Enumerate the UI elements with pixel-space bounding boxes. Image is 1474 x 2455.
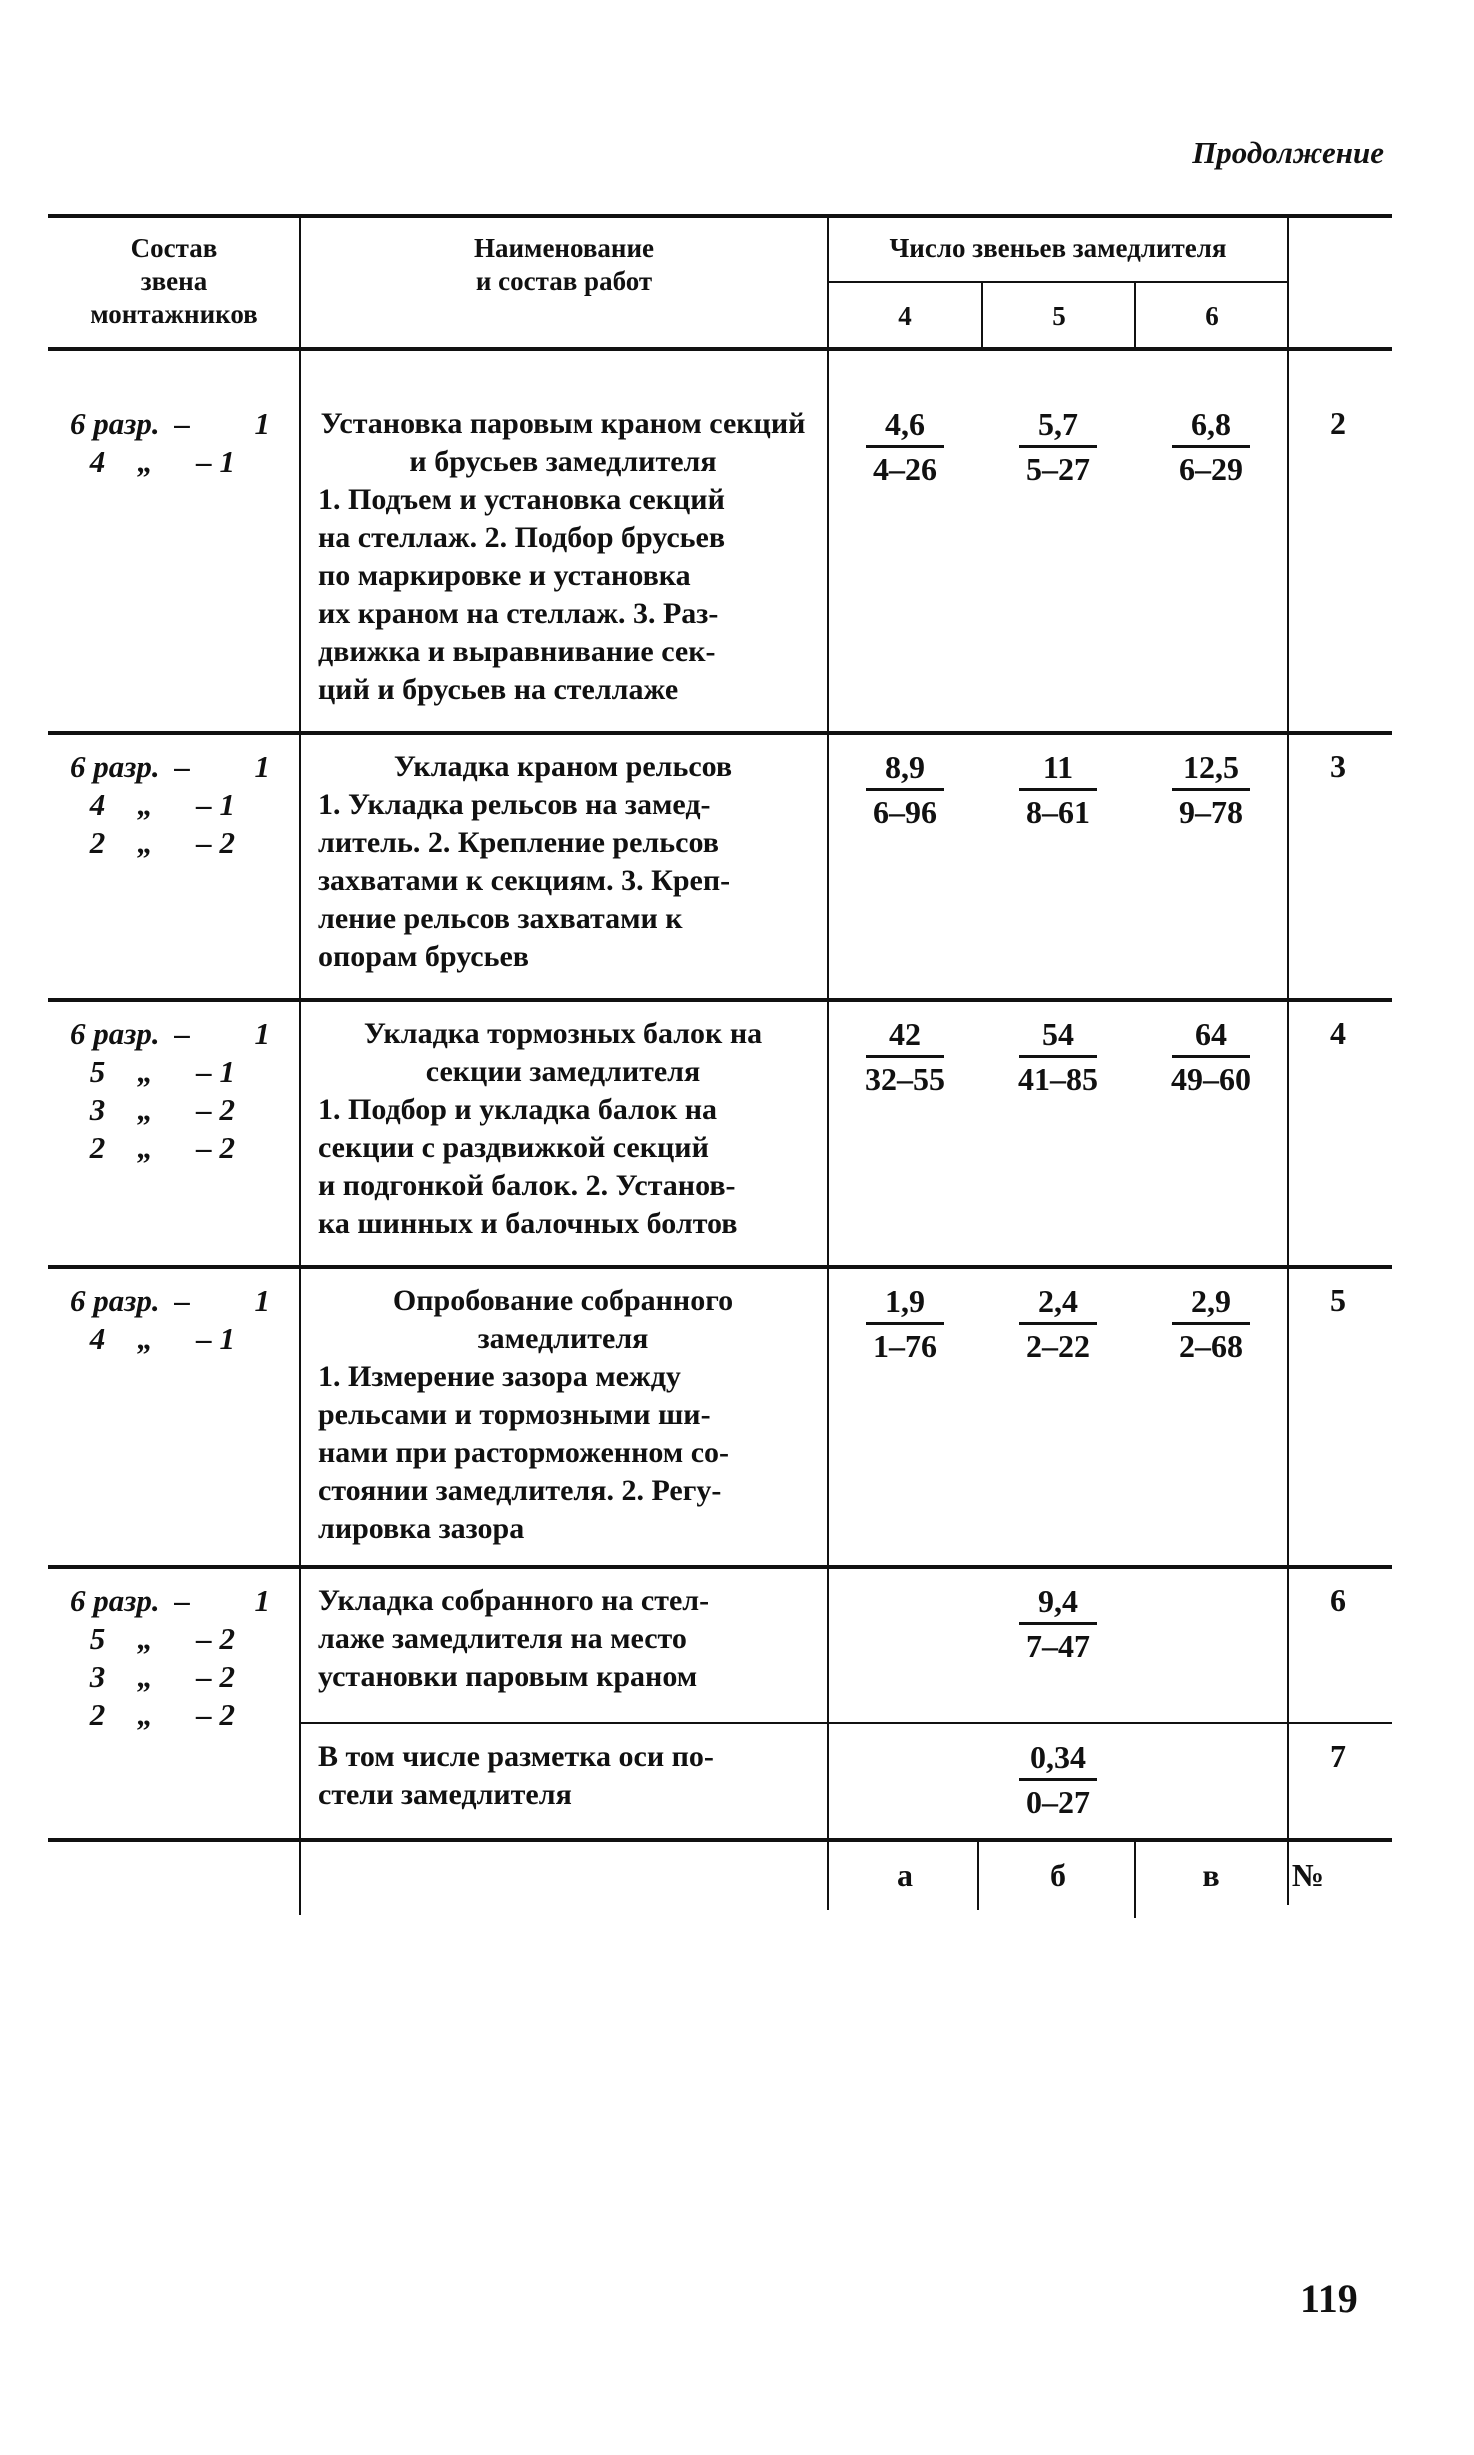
row-number: 4 [1330,1015,1346,1051]
crew-line [70,786,270,824]
work-line: и подгонкой балок. 2. Установ- [318,1169,736,1202]
header-work-line: и состав работ [475,266,653,296]
footer-col-v: в [1202,1857,1220,1893]
crew-part: – 1 [196,1321,235,1356]
crew-part: 4 [89,1321,106,1356]
work-line: ление рельсов захватами к [318,902,683,935]
work-line: лировка зазора [318,1512,525,1545]
row-number: 3 [1330,748,1346,784]
work-line: лаже замедлителя на место [318,1622,687,1655]
norm-value [845,405,965,488]
norm-time: 6,8 [1172,405,1250,448]
crew-part: 4 [89,787,106,822]
norm-time: 2,9 [1172,1282,1250,1325]
work-line: 1. Измерение зазора между [318,1360,681,1393]
footer-col-a: а [897,1857,913,1893]
crew-composition [70,748,270,862]
crew-line [70,443,270,481]
norm-time: 54 [1019,1015,1097,1058]
crew-part: „ [137,1697,153,1732]
norm-cost: 32–55 [865,1061,945,1097]
norm-time: 5,7 [1019,405,1097,448]
crew-part: – 1 [196,444,235,479]
crew-part: „ [137,825,153,860]
work-line: секции с раздвижкой секций [318,1131,709,1164]
header-work [304,232,824,298]
crew-line [70,1129,270,1167]
crew-composition [70,1582,270,1734]
crew-line [70,748,270,786]
footer-col-b: б [1050,1857,1066,1893]
work-title: Опробование собранного замедлителя [392,1284,734,1355]
crew-part: 4 [89,444,106,479]
norm-time: 64 [1172,1015,1250,1058]
crew-line [70,1091,270,1129]
crew-part: 6 разр. [70,406,160,441]
header-crew-line: монтажников [90,299,258,329]
crew-part: 1 [254,1583,271,1618]
crew-part: „ [137,1054,153,1089]
work-line: опорам брусьев [318,940,529,973]
work-title: Установка паровым краном секций и брусьев замедлителя [320,407,806,478]
work-line: их краном на стеллаж. 3. Раз- [318,597,719,630]
crew-part: – 2 [196,1659,235,1694]
crew-part: „ [137,1092,153,1127]
crew-part: 6 разр. [70,1583,160,1618]
crew-part: 6 разр. [70,1283,160,1318]
crew-line [70,824,270,862]
header-crew-line: звена [140,266,208,296]
crew-part: – 2 [196,1130,235,1165]
header-work-line: Наименование [474,233,654,263]
crew-line [70,1015,270,1053]
norm-cost: 41–85 [1018,1061,1098,1097]
crew-part: 2 [89,1130,106,1165]
crew-line [70,1053,270,1091]
norm-time: 2,4 [1019,1282,1097,1325]
crew-part: „ [137,444,153,479]
norm-value [998,405,1118,488]
work-description [318,748,808,976]
norm-cost: 2–68 [1179,1328,1243,1364]
crew-part: – 2 [196,825,235,860]
norm-cost: 7–47 [1026,1628,1090,1664]
work-line: ка шинных и балочных болтов [318,1207,738,1240]
continuation-label: Продолжение [1192,135,1384,170]
norm-value [998,748,1118,831]
crew-part: – 1 [196,787,235,822]
crew-part: 1 [254,406,271,441]
norm-value [998,1015,1118,1098]
crew-part: 1 [254,1283,271,1318]
norm-time: 42 [866,1015,944,1058]
work-title: Укладка тормозных балок на секции замедлителя [363,1017,763,1088]
crew-part: 2 [89,825,106,860]
crew-part: – [174,406,190,441]
norm-cost: 6–96 [873,794,937,830]
norm-value [998,1582,1118,1665]
crew-line [70,1282,270,1320]
norm-time: 1,9 [866,1282,944,1325]
row-number: 5 [1330,1282,1346,1318]
crew-part: 5 [89,1621,106,1656]
work-description [318,405,808,709]
norm-cost: 8–61 [1026,794,1090,830]
norm-value [998,1282,1118,1365]
header-col-5: 5 [1052,301,1066,331]
crew-line [70,1620,270,1658]
footer-col-number: № [1291,1857,1325,1893]
norm-cost: 1–76 [873,1328,937,1364]
header-group: Число звеньев замедлителя [889,233,1227,263]
crew-composition [70,1282,270,1358]
crew-part: – 2 [196,1092,235,1127]
row-number: 6 [1330,1582,1346,1618]
work-line: 1. Подъем и установка секций [318,483,725,516]
crew-part: 5 [89,1054,106,1089]
work-line: 1. Подбор и укладка балок на [318,1093,718,1126]
norm-value [845,748,965,831]
crew-part: – 2 [196,1621,235,1656]
crew-part: 6 разр. [70,749,160,784]
crew-part: 1 [254,749,271,784]
crew-line [70,1320,270,1358]
norm-value [845,1015,965,1098]
work-title: Укладка краном рельсов [393,750,733,783]
work-line: В том числе разметка оси по- [318,1740,714,1773]
work-line: движка и выравнивание сек- [318,635,716,668]
crew-part: 3 [89,1092,106,1127]
work-line: стели замедлителя [318,1778,572,1811]
row-number: 7 [1330,1738,1346,1774]
work-line: по маркировке и установка [318,559,691,592]
row-number: 2 [1330,405,1346,441]
crew-part: „ [137,1621,153,1656]
crew-part: 1 [254,1016,271,1051]
work-line: 1. Укладка рельсов на замед- [318,788,711,821]
norm-time: 4,6 [866,405,944,448]
norm-cost: 2–22 [1026,1328,1090,1364]
work-line: Укладка собранного на стел- [318,1584,710,1617]
work-description [318,1282,808,1548]
crew-part: – [174,1283,190,1318]
header-col-4: 4 [898,301,912,331]
norm-cost: 49–60 [1171,1061,1251,1097]
crew-line [70,1582,270,1620]
crew-composition [70,1015,270,1167]
page-number: 119 [1300,2276,1358,2321]
crew-line [70,1696,270,1734]
norm-cost: 9–78 [1179,794,1243,830]
work-description [318,1015,808,1243]
work-line: на стеллаж. 2. Подбор брусьев [318,521,726,554]
norm-time: 8,9 [866,748,944,791]
header-crew [52,232,296,331]
crew-part: – 1 [196,1054,235,1089]
norm-cost: 0–27 [1026,1784,1090,1820]
norm-value [1151,1282,1271,1365]
norm-value [1151,1015,1271,1098]
crew-part: „ [137,787,153,822]
crew-line [70,1658,270,1696]
header-crew-line: Состав [130,233,218,263]
norm-time: 11 [1019,748,1097,791]
work-line: ций и брусьев на стеллаже [318,673,679,706]
crew-part: „ [137,1659,153,1694]
crew-part: – 2 [196,1697,235,1732]
norm-value [845,1282,965,1365]
norm-cost: 5–27 [1026,451,1090,487]
norm-value [998,1738,1118,1821]
norm-value [1151,748,1271,831]
norm-time: 0,34 [1019,1738,1097,1781]
work-line: стоянии замедлителя. 2. Регу- [318,1474,722,1507]
crew-line [70,405,270,443]
norm-cost: 4–26 [873,451,937,487]
norm-value [1151,405,1271,488]
crew-part: – [174,1016,190,1051]
norm-time: 12,5 [1172,748,1250,791]
work-line: литель. 2. Крепление рельсов [318,826,719,859]
work-line: захватами к секциям. 3. Креп- [318,864,731,897]
crew-part: – [174,1583,190,1618]
header-col-6: 6 [1205,301,1219,331]
crew-composition [70,405,270,481]
crew-part: 3 [89,1659,106,1694]
crew-part: 6 разр. [70,1016,160,1051]
work-line: рельсами и тормозными ши- [318,1398,711,1431]
work-description [318,1738,808,1814]
crew-part: „ [137,1130,153,1165]
work-line: установки паровым краном [318,1660,698,1693]
crew-part: „ [137,1321,153,1356]
crew-part: – [174,749,190,784]
norm-cost: 6–29 [1179,451,1243,487]
norm-time: 9,4 [1019,1582,1097,1625]
work-description [318,1582,808,1696]
work-line: нами при расторможенном со- [318,1436,730,1469]
crew-part: 2 [89,1697,106,1732]
